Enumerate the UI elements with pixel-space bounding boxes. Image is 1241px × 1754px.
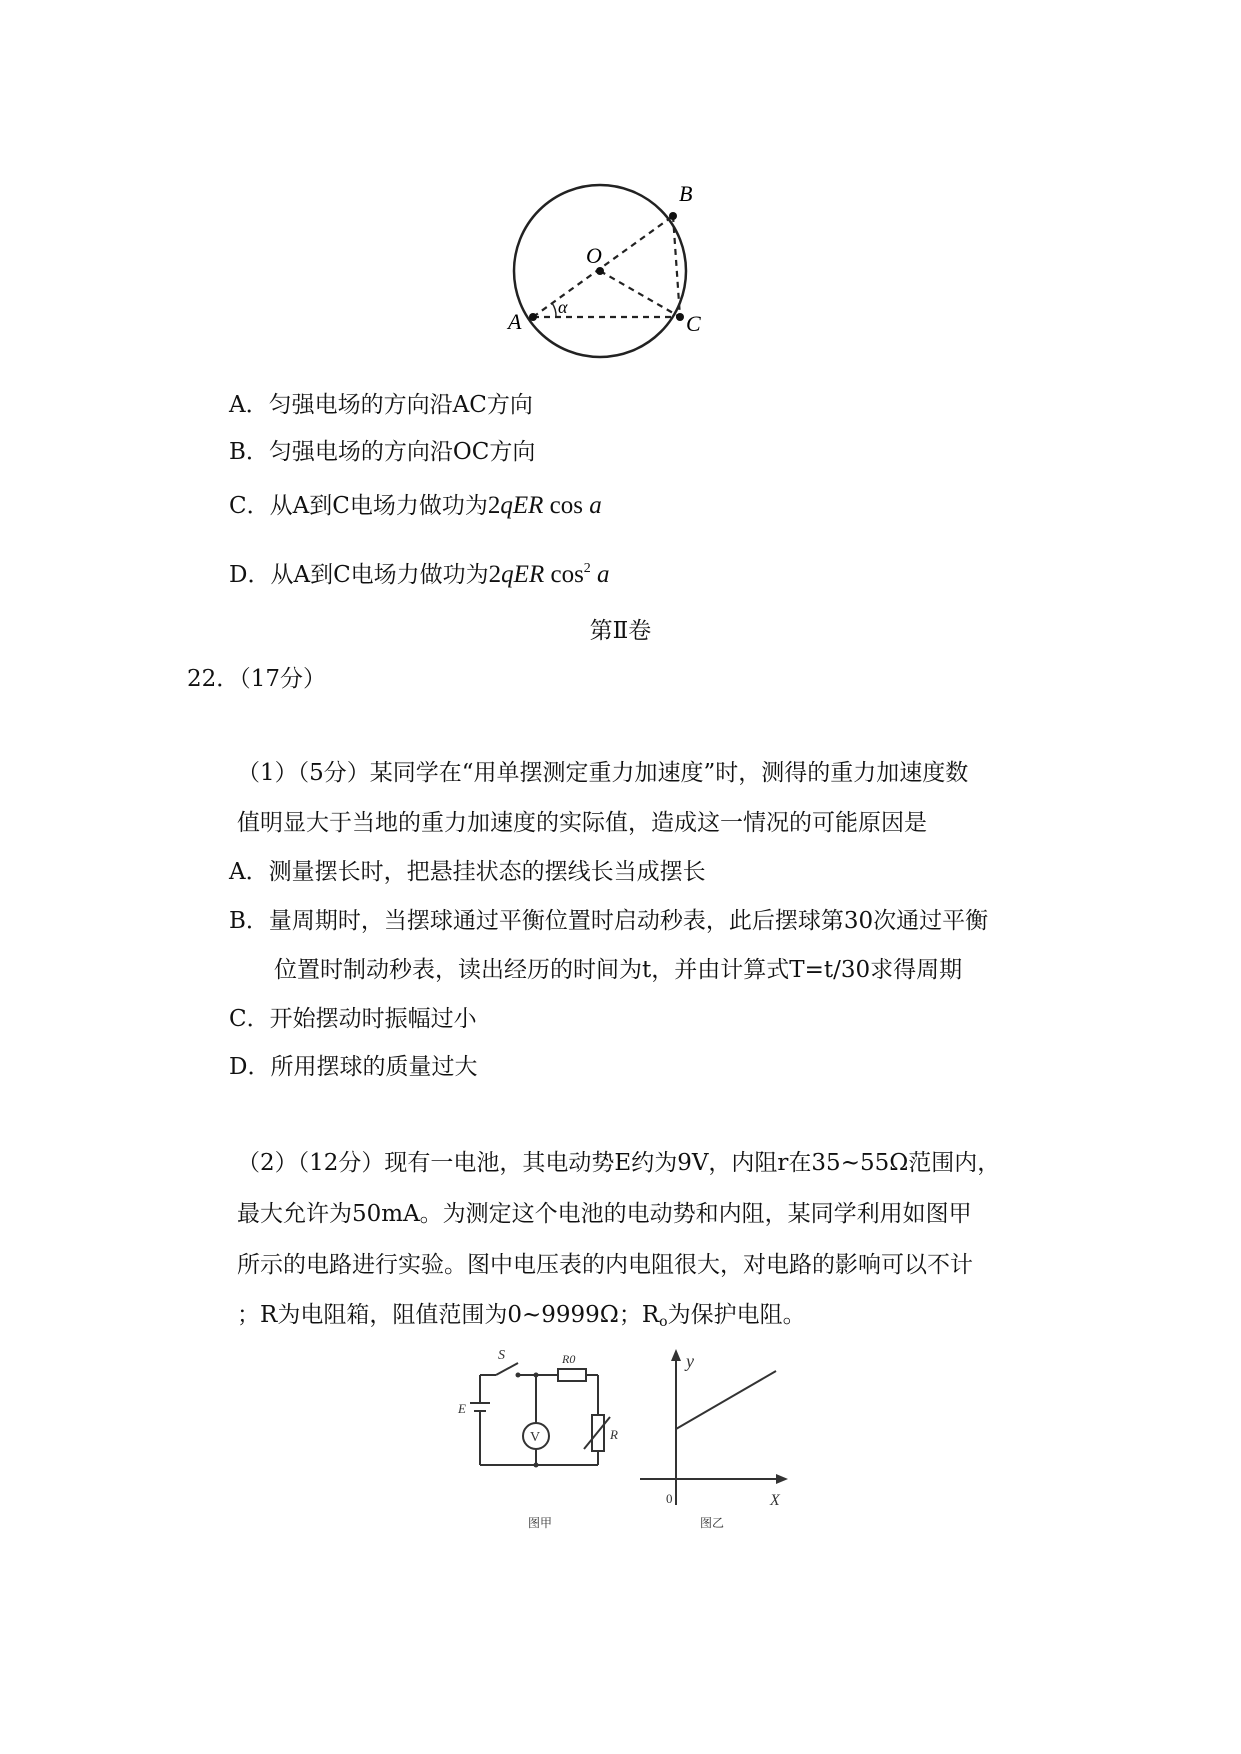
label-x: X [770, 1492, 780, 1509]
caption-circuit: 图甲 [528, 1516, 553, 1530]
label-r: R [610, 1427, 618, 1442]
circuit-figure [448, 1345, 623, 1535]
q21-option-d: D．从A到C电场力做功为2qER $\cos^2 a$ [229, 561, 610, 588]
q22-part1-option-d: D．所用摆球的质量过大 [229, 1054, 478, 1080]
q22-header: 22．（17分） [187, 666, 327, 692]
x-axis-arrow [776, 1474, 788, 1484]
point-a [529, 313, 537, 321]
label-v: V [530, 1430, 541, 1445]
section-title: 第Ⅱ卷 [589, 618, 652, 644]
q22-part2-line3: 所示的电路进行实验。图中电压表的内电阻很大，对电路的影响可以不计 [237, 1252, 973, 1278]
label-r0: R0 [562, 1352, 576, 1366]
label-o: O [586, 243, 602, 268]
q22-part1-option-b: B．量周期时，当摆球通过平衡位置时启动秒表，此后摆球第30次通过平衡 [229, 908, 989, 934]
segment-oc [600, 271, 680, 317]
circle-figure [490, 165, 730, 370]
caption-graph: 图乙 [700, 1516, 725, 1530]
formula-d: 2qER $\cos^2 a$ [488, 561, 610, 588]
label-alpha: α [558, 297, 568, 317]
label-b: B [679, 181, 693, 206]
label-origin: 0 [666, 1491, 673, 1506]
label-y: y [686, 1351, 694, 1371]
label-e: E [458, 1401, 466, 1416]
point-o [596, 267, 604, 275]
point-c [676, 313, 684, 321]
q22-part1-option-c: C．开始摆动时振幅过小 [229, 1006, 477, 1032]
q22-part2-line4: ；R为电阻箱，阻值范围为0~9999Ω；$R_o$为保护电阻。 [237, 1302, 806, 1330]
q21-option-c: C．从A到C电场力做功为2qER cos a [229, 492, 602, 519]
q22-part1-option-b-cont: 位置时制动秒表，读出经历的时间为t，并由计算式T=t/30求得周期 [274, 957, 963, 983]
label-c: C [686, 311, 701, 336]
label-s: S [498, 1348, 505, 1363]
q22-part1-option-a: A．测量摆长时，把悬挂状态的摆线长当成摆长 [229, 859, 706, 885]
angle-arc [552, 303, 556, 317]
q22-part2-line2: 最大允许为50mA。为测定这个电池的电动势和内阻，某同学利用如图甲 [237, 1201, 972, 1227]
label-a: A [508, 309, 522, 334]
rheostat-arrow [584, 1417, 610, 1449]
q22-part1-line2: 值明显大于当地的重力加速度的实际值，造成这一情况的可能原因是 [237, 810, 927, 836]
y-axis-arrow [671, 1349, 681, 1361]
point-b [669, 212, 677, 220]
formula-c: 2qER cos a [487, 492, 602, 519]
q22-part2-line1: （2）（12分）现有一电池，其电动势E约为9V，内阻r在35~55Ω范围内， [237, 1150, 1001, 1176]
switch-blade [496, 1363, 518, 1375]
q22-part1-line1: （1）（5分）某同学在“用单摆测定重力加速度”时，测得的重力加速度数 [237, 760, 969, 786]
resistor-r0 [558, 1369, 586, 1381]
q21-option-a: A．匀强电场的方向沿AC方向 [229, 392, 533, 418]
q21-option-b: B．匀强电场的方向沿OC方向 [229, 439, 536, 465]
graph-line [676, 1371, 776, 1429]
graph-figure [630, 1345, 805, 1535]
